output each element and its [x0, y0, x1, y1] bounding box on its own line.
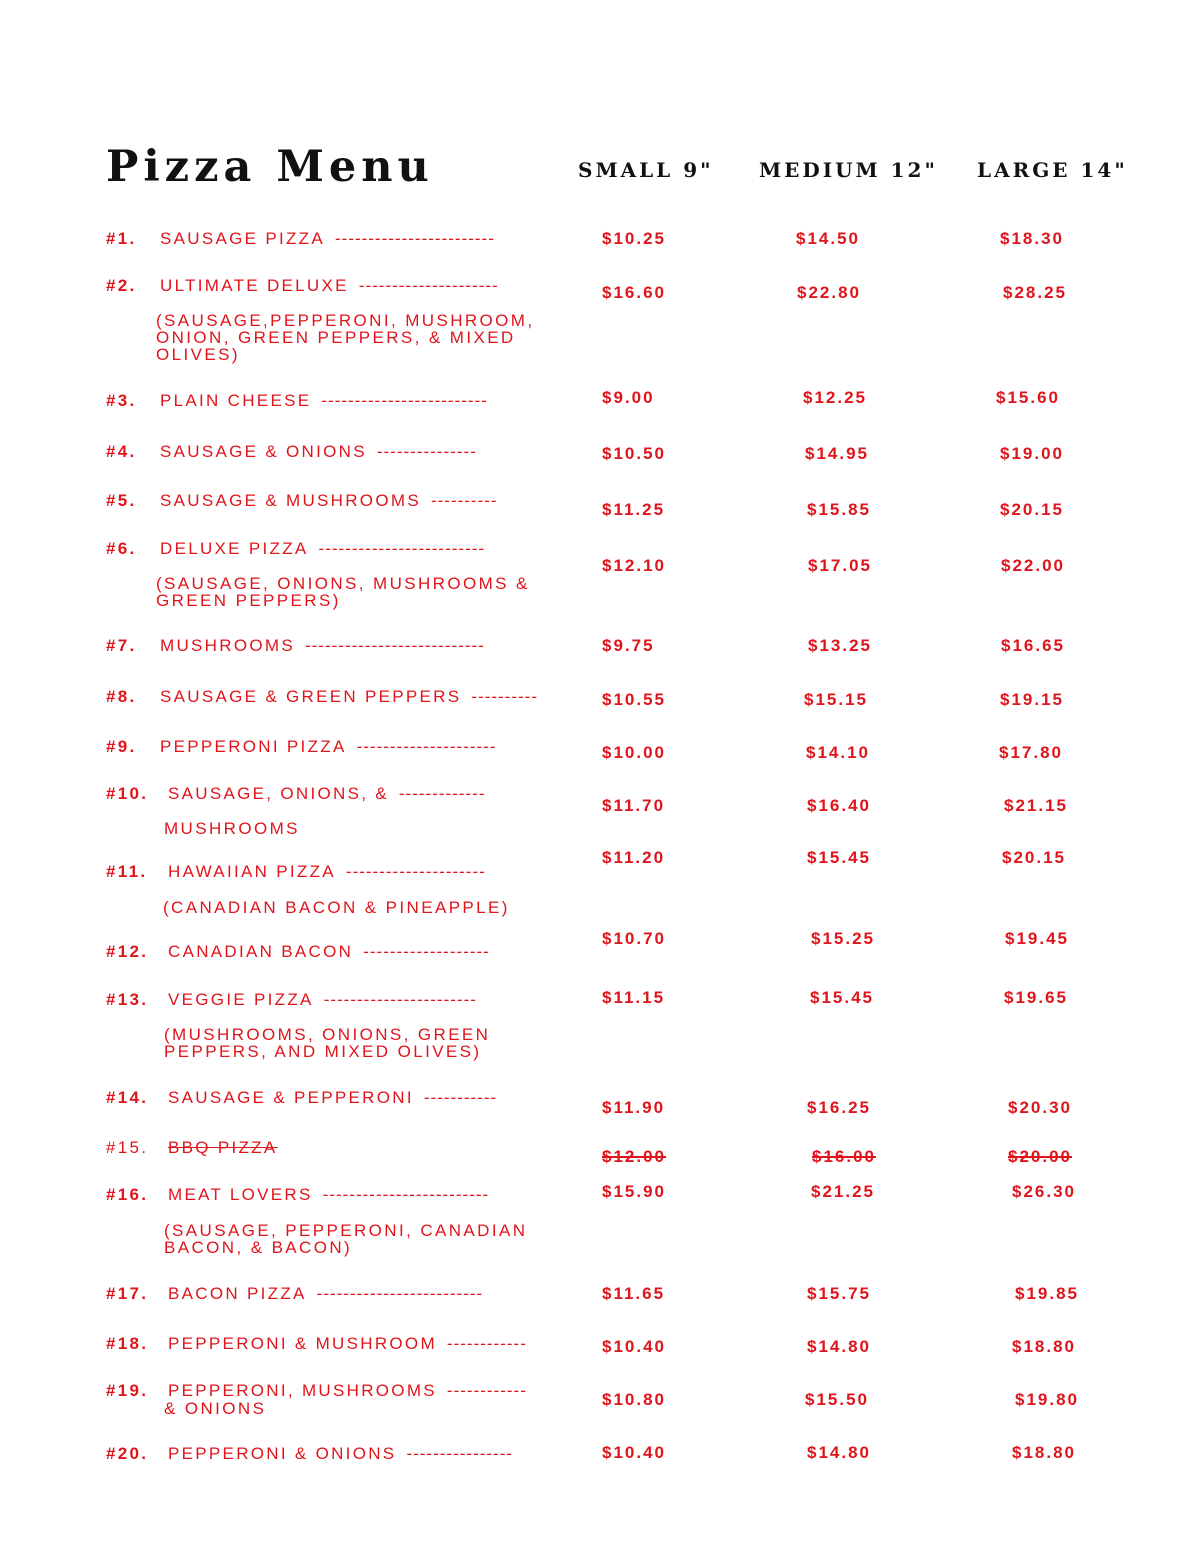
item-name: DELUXE PIZZA [160, 539, 309, 558]
item-number: #6. [106, 539, 137, 558]
leader-dashes: ----------------------- [323, 990, 477, 1009]
menu-item [106, 1185, 489, 1205]
price-large: $15.60 [996, 388, 1060, 407]
price-small: $11.65 [602, 1284, 666, 1303]
menu-item [106, 737, 496, 757]
price-small: $9.75 [602, 636, 655, 655]
price-medium: $14.10 [806, 743, 870, 762]
price-medium: $16.25 [807, 1098, 871, 1117]
price-small: $16.60 [602, 283, 666, 302]
menu-item [106, 942, 490, 962]
leader-dashes: ------------------------ [335, 229, 495, 248]
leader-dashes: ------------ [446, 1381, 527, 1400]
price-medium: $16.00 [812, 1147, 876, 1166]
price-large: $20.30 [1008, 1098, 1072, 1117]
leader-dashes: --------------------- [345, 862, 486, 881]
price-large: $20.15 [1002, 848, 1066, 867]
price-small: $11.90 [602, 1098, 666, 1117]
price-medium: $22.80 [797, 283, 861, 302]
item-name: SAUSAGE, ONIONS, & [168, 784, 389, 803]
menu-item [106, 862, 486, 882]
item-number: #18. [106, 1334, 149, 1353]
price-medium: $15.50 [805, 1390, 869, 1409]
leader-dashes: ------------- [398, 784, 486, 803]
item-name: PLAIN CHEESE [160, 391, 312, 410]
item-number: #7. [106, 636, 137, 655]
item-number: #8. [106, 687, 137, 706]
leader-dashes: ------------------------- [322, 1185, 490, 1204]
item-description: (SAUSAGE,PEPPERONI, MUSHROOM, ONION, GREEN PEPPERS, & MIXED OLIVES) [156, 311, 535, 364]
item-name: SAUSAGE & MUSHROOMS [160, 491, 421, 510]
price-small: $10.00 [602, 743, 666, 762]
item-description: (SAUSAGE, ONIONS, MUSHROOMS & GREEN PEPPERS) [156, 574, 530, 610]
item-number: #16. [106, 1185, 149, 1204]
price-large: $17.80 [999, 743, 1063, 762]
price-large: $20.00 [1008, 1147, 1072, 1166]
item-number: #14. [106, 1088, 149, 1107]
price-large: $19.65 [1004, 988, 1068, 1007]
item-number: #3. [106, 391, 137, 410]
item-number: #2. [106, 276, 137, 295]
item-number: #11. [106, 862, 148, 881]
item-name: HAWAIIAN PIZZA [168, 862, 336, 881]
price-large: $21.15 [1004, 796, 1068, 815]
leader-dashes: --------------------- [358, 276, 499, 295]
leader-dashes: ------------------------- [321, 391, 488, 410]
item-name: SAUSAGE & GREEN PEPPERS [160, 687, 462, 706]
leader-dashes: ------------------------- [316, 1284, 484, 1303]
menu-item [106, 1284, 483, 1304]
price-large: $19.15 [1000, 690, 1064, 709]
item-name: PEPPERONI PIZZA [160, 737, 347, 756]
price-large: $28.25 [1003, 283, 1067, 302]
menu-item [106, 1138, 278, 1158]
price-small: $12.10 [602, 556, 666, 575]
price-medium: $15.45 [807, 848, 871, 867]
price-medium: $13.25 [808, 636, 872, 655]
column-large: LARGE 14" [977, 158, 1128, 182]
item-number: #4. [106, 442, 137, 461]
price-medium: $15.75 [807, 1284, 871, 1303]
price-small: $11.15 [602, 988, 666, 1007]
item-description: (CANADIAN BACON & PINEAPPLE) [163, 898, 510, 917]
price-medium: $14.80 [807, 1443, 871, 1462]
item-description: (MUSHROOMS, ONIONS, GREEN PEPPERS, AND MIXED OLIVES) [164, 1025, 491, 1061]
item-name: SAUSAGE PIZZA [160, 229, 325, 248]
item-number: #5. [106, 491, 137, 510]
price-medium: $12.25 [803, 388, 867, 407]
price-large: $16.65 [1001, 636, 1065, 655]
item-number: #10. [106, 784, 149, 803]
price-small: $10.40 [602, 1337, 666, 1356]
price-small: $15.90 [602, 1182, 666, 1201]
item-name: ULTIMATE DELUXE [160, 276, 349, 295]
price-small: $11.25 [602, 500, 666, 519]
item-description: (SAUSAGE, PEPPERONI, CANADIAN BACON, & BACON) [164, 1221, 528, 1257]
price-medium: $14.95 [805, 444, 869, 463]
leader-dashes: --------------- [376, 442, 477, 461]
price-medium: $15.85 [807, 500, 871, 519]
item-number: #9. [106, 737, 137, 756]
price-small: $10.40 [602, 1443, 666, 1462]
column-medium: MEDIUM 12" [759, 158, 938, 182]
item-name: BACON PIZZA [168, 1284, 307, 1303]
price-large: $19.80 [1015, 1390, 1079, 1409]
item-description: & ONIONS [164, 1399, 267, 1418]
menu-item [106, 1381, 527, 1401]
item-number: #20. [106, 1444, 149, 1463]
price-medium: $17.05 [808, 556, 872, 575]
item-name: SAUSAGE & PEPPERONI [168, 1088, 414, 1107]
item-number: #19. [106, 1381, 149, 1400]
menu-item [106, 539, 485, 559]
price-small: $11.70 [602, 796, 666, 815]
item-description: MUSHROOMS [164, 819, 300, 838]
menu-item [106, 990, 477, 1010]
item-number: #1. [106, 229, 137, 248]
item-number: #15. [106, 1138, 149, 1157]
leader-dashes: ------------------------- [318, 539, 486, 558]
price-large: $18.30 [1000, 229, 1064, 248]
leader-dashes: ------------------- [363, 942, 490, 961]
leader-dashes: --------------------- [356, 737, 497, 756]
price-large: $22.00 [1001, 556, 1065, 575]
item-name: CANADIAN BACON [168, 942, 354, 961]
price-small: $12.00 [602, 1147, 666, 1166]
item-number: #12. [106, 942, 149, 961]
leader-dashes: ---------- [471, 687, 538, 706]
price-large: $19.00 [1000, 444, 1064, 463]
price-small: $10.80 [602, 1390, 666, 1409]
price-large: $20.15 [1000, 500, 1064, 519]
price-large: $18.80 [1012, 1337, 1076, 1356]
menu-item [106, 1444, 513, 1464]
price-small: $10.50 [602, 444, 666, 463]
price-large: $19.45 [1005, 929, 1069, 948]
leader-dashes: ---------------- [406, 1444, 514, 1463]
price-medium: $15.25 [811, 929, 875, 948]
item-number: #17. [106, 1284, 149, 1303]
menu-item [106, 276, 499, 296]
price-medium: $15.45 [810, 988, 874, 1007]
item-name: MUSHROOMS [160, 636, 295, 655]
menu-item [106, 391, 488, 411]
price-large: $18.80 [1012, 1443, 1076, 1462]
item-name: PEPPERONI & MUSHROOM [168, 1334, 437, 1353]
price-small: $10.25 [602, 229, 666, 248]
item-name: VEGGIE PIZZA [168, 990, 314, 1009]
menu-item [106, 491, 498, 511]
column-small: SMALL 9" [578, 158, 714, 182]
item-name: BBQ PIZZA [168, 1138, 278, 1157]
price-large: $26.30 [1012, 1182, 1076, 1201]
item-name: MEAT LOVERS [168, 1185, 313, 1204]
menu-item [106, 636, 485, 656]
leader-dashes: ------------ [446, 1334, 527, 1353]
item-name: PEPPERONI, MUSHROOMS [168, 1381, 437, 1400]
price-medium: $21.25 [811, 1182, 875, 1201]
menu-item [106, 1334, 527, 1354]
price-small: $11.20 [602, 848, 666, 867]
leader-dashes: ----------- [423, 1088, 498, 1107]
price-medium: $14.80 [807, 1337, 871, 1356]
menu-item [106, 229, 495, 249]
price-medium: $15.15 [804, 690, 868, 709]
item-number: #13. [106, 990, 149, 1009]
menu-item [106, 687, 538, 707]
price-medium: $14.50 [796, 229, 860, 248]
menu-item [106, 442, 477, 462]
menu-title: Pizza Menu [106, 142, 434, 192]
price-small: $9.00 [602, 388, 655, 407]
item-name: SAUSAGE & ONIONS [160, 442, 367, 461]
price-large: $19.85 [1015, 1284, 1079, 1303]
price-small: $10.70 [602, 929, 666, 948]
price-small: $10.55 [602, 690, 666, 709]
menu-item [106, 784, 486, 804]
menu-item [106, 1088, 497, 1108]
price-medium: $16.40 [807, 796, 871, 815]
item-name: PEPPERONI & ONIONS [168, 1444, 397, 1463]
leader-dashes: ---------- [430, 491, 498, 510]
leader-dashes: --------------------------- [304, 636, 485, 655]
